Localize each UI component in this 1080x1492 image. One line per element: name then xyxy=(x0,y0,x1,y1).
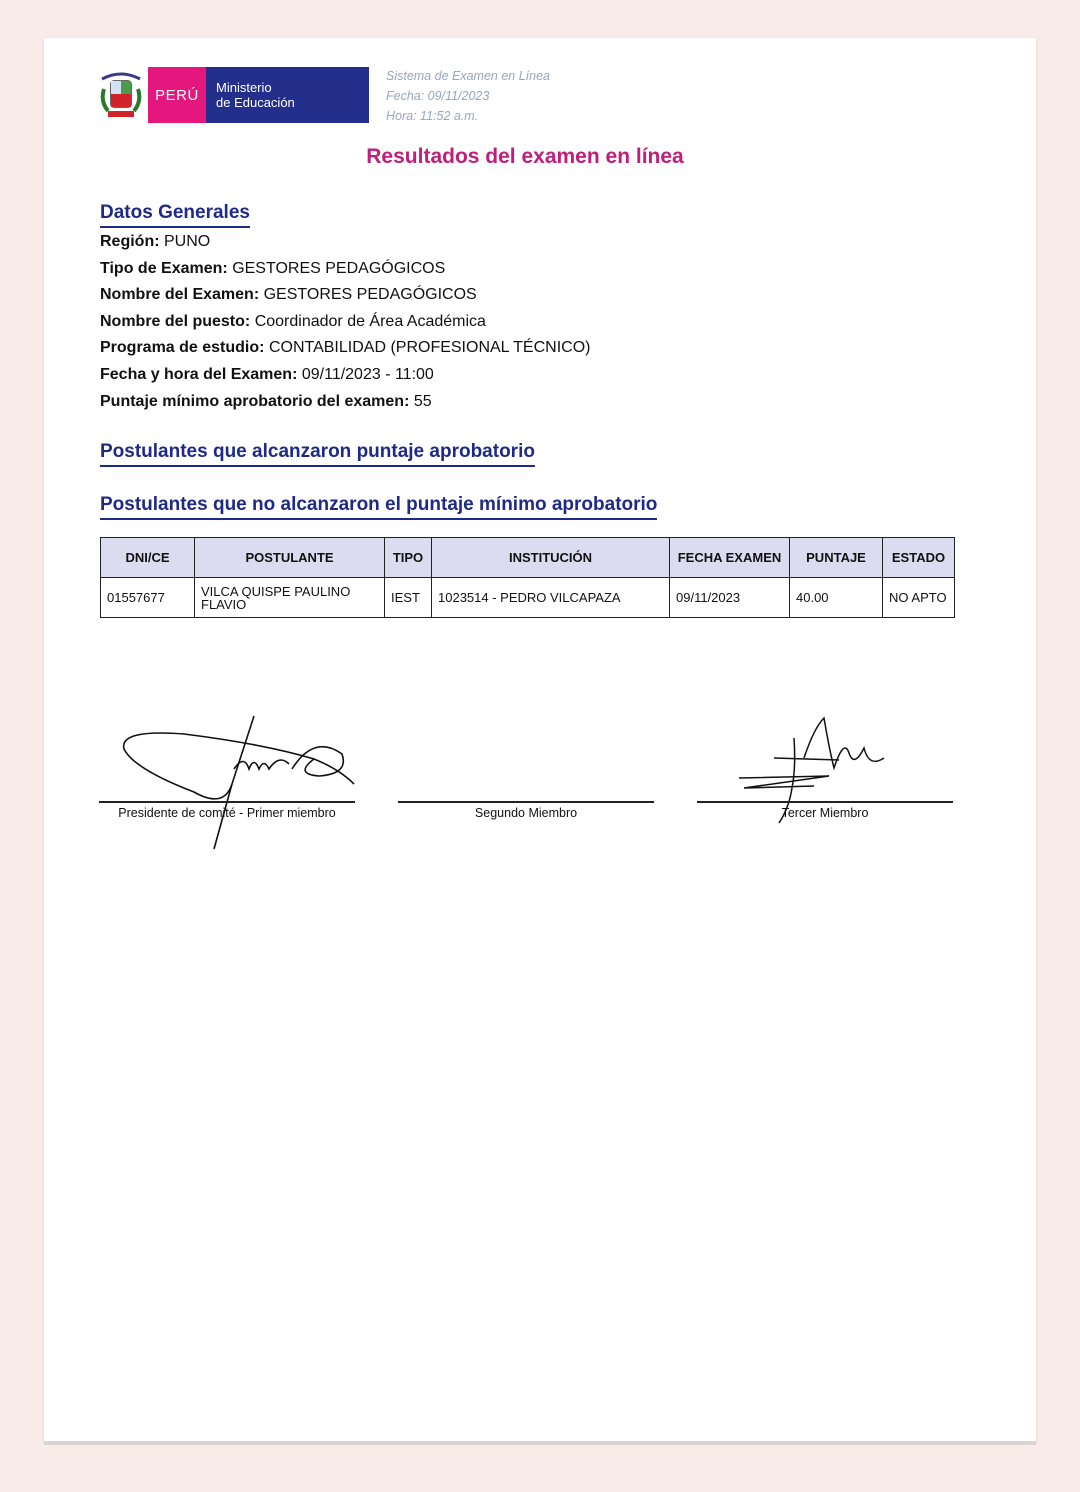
col-postulante: POSTULANTE xyxy=(195,538,385,578)
col-puntaje: PUNTAJE xyxy=(790,538,883,578)
field-region: Región: PUNO xyxy=(100,233,211,250)
cell-fecha: 09/11/2023 xyxy=(670,578,790,618)
cell-institucion: 1023514 - PEDRO VILCAPAZA xyxy=(432,578,670,618)
coat-of-arms-icon xyxy=(98,69,144,121)
col-institucion: INSTITUCIÓN xyxy=(432,538,670,578)
results-table xyxy=(100,537,955,618)
approved-heading: Postulantes que alcanzaron puntaje aprobatorio xyxy=(100,441,535,467)
col-dni: DNI/CE xyxy=(101,538,195,578)
col-tipo: TIPO xyxy=(385,538,432,578)
general-data-fields xyxy=(100,229,590,415)
cell-puntaje: 40.00 xyxy=(790,578,883,618)
document-page xyxy=(44,38,1036,1442)
first-signature xyxy=(114,714,364,854)
field-exam-datetime: Fecha y hora del Examen: 09/11/2023 - 11:00 xyxy=(100,365,434,383)
page-bottom-rule xyxy=(44,1441,1036,1445)
not-approved-heading: Postulantes que no alcanzaron el puntaje mínimo aprobatorio xyxy=(100,494,657,520)
col-estado: ESTADO xyxy=(883,538,955,578)
table-header-row xyxy=(101,538,955,578)
cell-tipo: IEST xyxy=(385,578,432,618)
field-min-score: Puntaje mínimo aprobatorio del examen: 55 xyxy=(100,392,432,410)
page-title: Resultados del examen en línea xyxy=(366,145,684,168)
field-study-program: Programa de estudio: CONTABILIDAD (PROFESIONAL TÉCNICO) xyxy=(100,339,591,357)
signature-line-3 xyxy=(697,801,953,803)
field-position-name: Nombre del puesto: Coordinador de Área Académica xyxy=(100,312,486,330)
cell-postulante: VILCA QUISPE PAULINO FLAVIO xyxy=(195,578,385,618)
field-exam-name: Nombre del Examen: GESTORES PEDAGÓGICOS xyxy=(100,286,477,304)
signature-line-1 xyxy=(99,801,355,803)
peru-badge: PERÚ xyxy=(148,67,206,123)
signature-label-3: Tercer Miembro xyxy=(781,806,869,820)
ministry-logo xyxy=(98,66,369,124)
signature-label-1: Presidente de comité - Primer miembro xyxy=(118,806,336,820)
system-time: Hora: 11:52 a.m. xyxy=(386,109,479,123)
general-data-heading: Datos Generales xyxy=(100,202,250,228)
table-row xyxy=(101,578,955,618)
system-info xyxy=(386,66,550,126)
cell-dni: 01557677 xyxy=(101,578,195,618)
system-date: Fecha: 09/11/2023 xyxy=(386,89,490,103)
col-fecha-examen: FECHA EXAMEN xyxy=(670,538,790,578)
ministry-line-1: Ministerio xyxy=(216,80,272,95)
field-exam-type: Tipo de Examen: GESTORES PEDAGÓGICOS xyxy=(100,259,446,277)
signature-label-2: Segundo Miembro xyxy=(474,806,578,820)
cell-estado: NO APTO xyxy=(883,578,955,618)
ministry-badge xyxy=(206,67,369,123)
signature-line-2 xyxy=(398,801,654,803)
ministry-line-2: de Educación xyxy=(216,95,295,110)
system-name: Sistema de Examen en Línea xyxy=(386,69,550,83)
